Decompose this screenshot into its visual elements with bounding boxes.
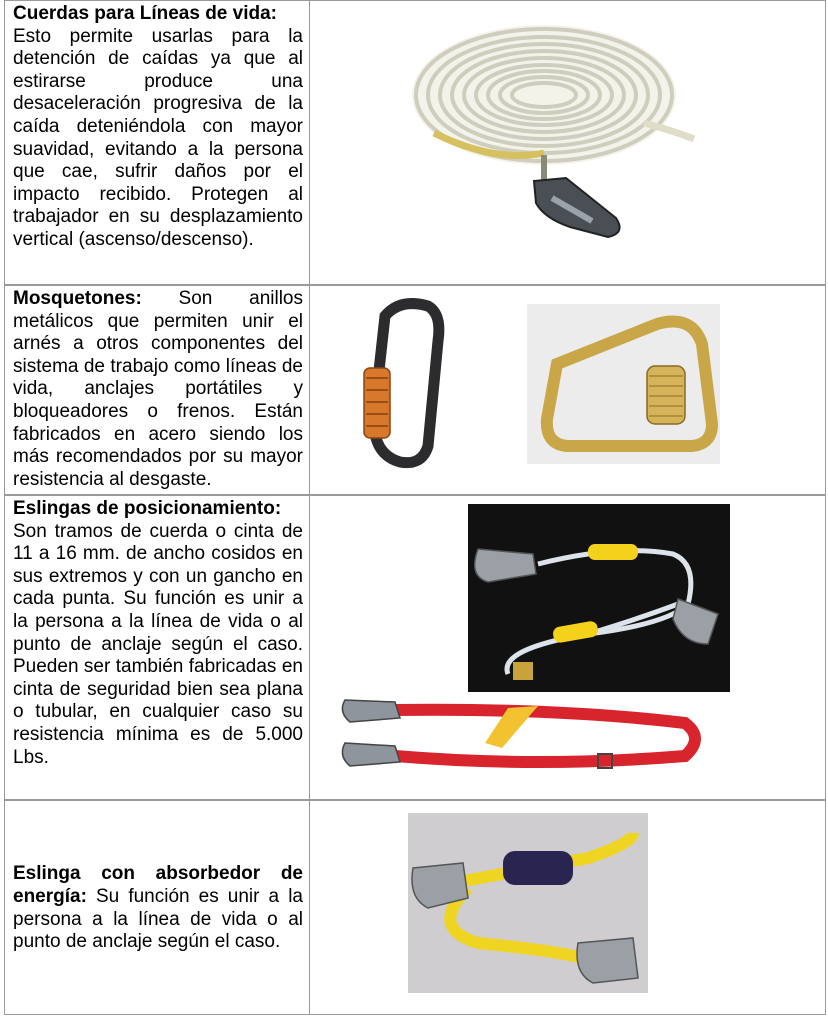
row-title: Cuerdas para Líneas de vida: [13, 3, 277, 24]
table-row-shock-absorbing-lanyard [0, 800, 828, 1015]
text-cell [4, 800, 310, 1015]
table-row-lifeline-rope [0, 0, 828, 285]
row-body: Son anillos metálicos que permiten unir el arnés a otros componentes del sistema de trabajo como líneas de vida, anclajes portátiles y bloqueadores o frenos. Están fabricados en acero siendo los más recomendados por su mayor resistencia al desgaste. [13, 288, 303, 490]
table-row-positioning-lanyards [0, 495, 828, 800]
gold-carabiner-image [527, 304, 720, 464]
image-cell [309, 800, 826, 1015]
coiled-rope-image [394, 13, 724, 243]
red-lanyard-image [340, 688, 710, 783]
rope-lanyard-background [468, 504, 730, 692]
text-block [13, 863, 303, 953]
text-cell [4, 0, 310, 285]
gold-carabiner-background [527, 304, 720, 464]
row-body: Son tramos de cuerda o cinta de 11 a 16 mm. de ancho cosidos en sus extremos y con un gancho en cada punta. Su función es unir a la persona a la línea de vida o al punto de anclaje según el caso. Pueden ser también fabricadas en cinta de seguridad bien sea plana o tubular, en cualquier caso su resistencia mínima es de 5.000 Lbs. [13, 520, 303, 768]
text-cell [4, 495, 310, 800]
row-body: Esto permite usarlas para la detención de caídas ya que al estirarse produce una desaceleración progresiva de la caída deteniéndola con mayor suavidad, evitando a la persona que cae, sufrir daños por el impacto recibido. Protegen al trabajador en su desplazamiento vertical (ascenso/descenso). [13, 25, 303, 250]
image-cell [309, 285, 826, 495]
rope-lanyard-image [468, 504, 730, 692]
image-cell [309, 0, 826, 285]
shock-absorber-lanyard-image [408, 813, 648, 993]
row-body: Su función es unir a la persona a la línea de vida o al punto de anclaje según el caso. [13, 885, 303, 953]
row-title: Mosquetones: [13, 288, 142, 309]
shock-absorber-lanyard-background [408, 813, 648, 993]
image-cell [309, 495, 826, 800]
table-row-carabiners [0, 285, 828, 495]
text-cell [4, 285, 310, 495]
row-title: Eslingas de posicionamiento: [13, 498, 282, 519]
row-title: Eslinga con absorbedor de energía: [13, 863, 303, 907]
black-carabiner-image [350, 296, 450, 471]
